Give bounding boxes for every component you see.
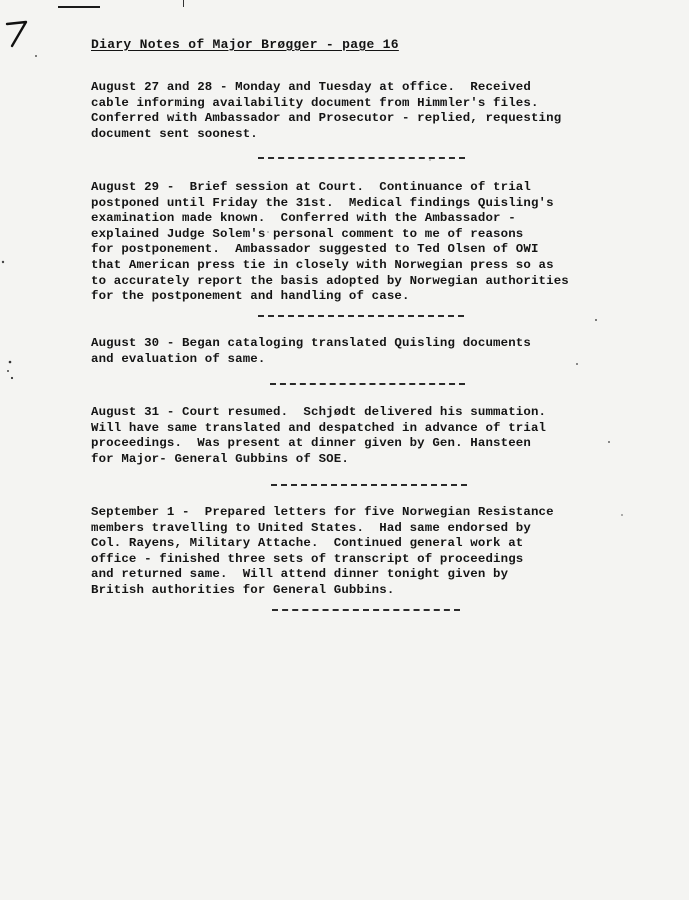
- entry-line: that American press tie in closely with Norwegian press so as: [91, 257, 554, 272]
- entry-line: August 27 and 28 - Monday and Tuesday at office. Received: [91, 80, 531, 94]
- entry-line: and returned same. Will attend dinner tonight given by: [91, 567, 509, 582]
- entry-line: for the postponement and handling of case.: [91, 289, 410, 304]
- section-divider: [258, 315, 464, 317]
- entry-line: August 29 - Brief session at Court. Continuance of trial: [91, 180, 531, 194]
- diary-entry-sep-1: [91, 505, 631, 599]
- page-title: Diary Notes of Major Brøgger - page 16: [91, 37, 399, 52]
- entry-line: document sent soonest.: [91, 126, 258, 141]
- section-divider: [258, 157, 465, 159]
- section-divider: [272, 609, 460, 611]
- entry-line: to accurately report the basis adopted by Norwegian authorities: [91, 273, 569, 288]
- entry-line: August 31 - Court resumed. Schjødt delivered his summation.: [91, 405, 547, 419]
- section-divider: [270, 383, 465, 385]
- diary-entry-aug-31: [91, 405, 631, 467]
- entry-line: Conferred with Ambassador and Prosecutor - replied, requesting: [91, 111, 562, 126]
- entry-line: for Major- General Gubbins of SOE.: [91, 451, 349, 466]
- entry-line: British authorities for General Gubbins.: [91, 582, 395, 597]
- entry-line: for postponement. Ambassador suggested to Ted Olsen of OWI: [91, 242, 539, 257]
- entry-line: examination made known. Conferred with the Ambassador -: [91, 211, 516, 226]
- entry-line: August 30 - Began cataloging translated Quisling documents: [91, 336, 531, 350]
- entry-line: cable informing availability document from Himmler's files.: [91, 95, 539, 110]
- diary-entry-aug-30: [91, 336, 631, 367]
- entry-line: proceedings. Was present at dinner given by Gen. Hansteen: [91, 436, 531, 451]
- entry-line: explained Judge Solem's personal comment to me of reasons: [91, 226, 524, 241]
- section-divider: [271, 484, 467, 486]
- entry-line: members travelling to United States. Had same endorsed by: [91, 520, 531, 535]
- entry-line: Will have same translated and despatched in advance of trial: [91, 420, 547, 435]
- entry-line: postponed until Friday the 31st. Medical findings Quisling's: [91, 195, 554, 210]
- entry-line: office - finished three sets of transcript of proceedings: [91, 551, 524, 566]
- diary-entry-aug-29: [91, 180, 631, 305]
- entry-line: September 1 - Prepared letters for five Norwegian Resistance: [91, 505, 554, 519]
- entry-line: and evaluation of same.: [91, 351, 266, 366]
- entry-line: Col. Rayens, Military Attache. Continued general work at: [91, 536, 524, 551]
- diary-entry-aug-27-28: [91, 80, 631, 142]
